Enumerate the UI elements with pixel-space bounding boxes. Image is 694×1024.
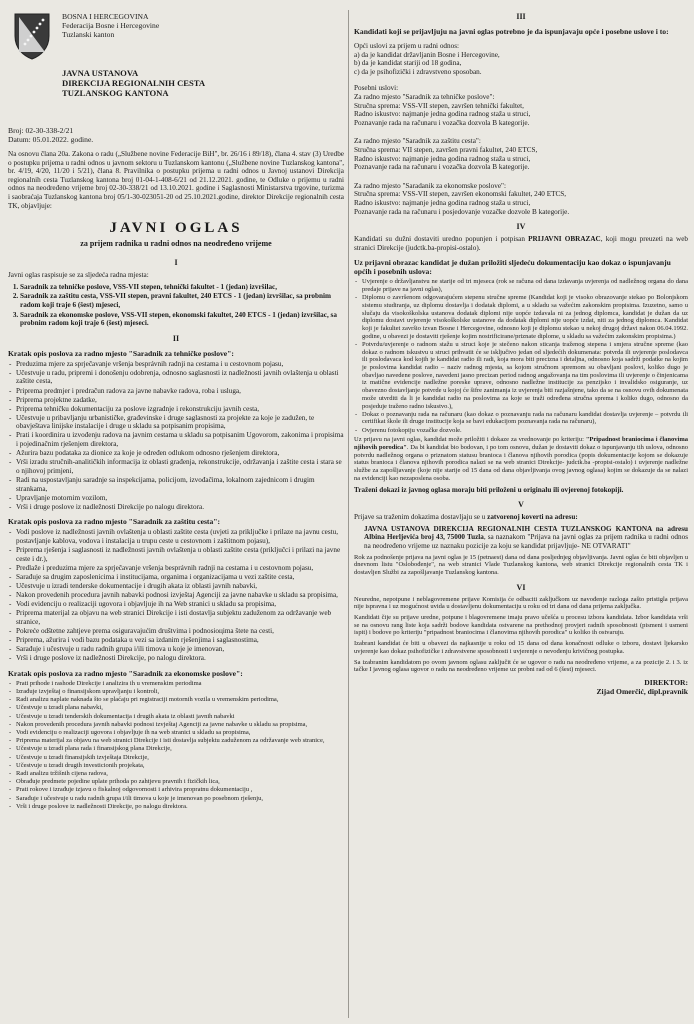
positions-list bbox=[8, 283, 344, 328]
list-item: - Diplomu o završenom odgovarajućem stepenu stručne spreme (Kandidat koji je visoko obrazovanje stekao po Bolonjskom sistemu studiranja, uz diplomu dostavlja i dodatak diplomi, a u skladu sa važećim zakonskim propisima. Izuzetno, samo u slučaju da visokoškolska ustanova dodatak diplomi nije uopće izdavala ni za jednog diplomca, kandidat je dužan da uz diplomu dostavi uvjerenje visokoškolske ustanove da dodatak diplomi nije uopće izdat, niti za jednog diplomca. Kandidat koji je fakultet završio izvan Bosne i Hercegovine, odnosno koji je diplomu stekao u nekoj drugoj državi nakon 06.04.1992. godine, u obavezi je dostaviti rješenje kojim nostrificirane/priznate diplome, u skladu sa važećim zakonskim propisima.) bbox=[362, 294, 688, 340]
application-form-paragraph bbox=[354, 235, 688, 252]
text-run-bold: zatvorenoj koverti na adresu: bbox=[487, 513, 578, 522]
list-item: - Sarađuje i učestvuje u radu radnih grupa i/ili timova u koje je imenovan, bbox=[16, 645, 344, 654]
road-protection-duties-heading: Kratak opis poslova za radno mjesto "Saradnik za zaštitu cesta": bbox=[8, 517, 220, 527]
text-run: Prijave sa traženim dokazima dostavljaju se u bbox=[354, 513, 488, 522]
economic-duties-heading: Kratak opis poslova za radno mjesto "Saradnik za ekonomske poslove": bbox=[8, 668, 243, 678]
intro-paragraph: Na osnovu člana 20a. Zakona o radu („Službene novine Federacije BiH", br. 26/16 i 89/18), člana 4. stav (3) Uredbe o postupku prijema u radni odnos u javnom sektoru u Tuzlanskom kantonu („Službene novine Tuzlanskog kantona", br. 4/19, 4/20, 11/20 i 5/21), člana 8. Pravilnika o postupku prijema u radni odnos u Javnoj ustanovi Direkcija regionalnih cesta Tuzlanskog kantona broj 01-04-1-408-6/21 od 21.12.2021. godine, te Odluke o prijemu u radni odnos na neodređeno vrijeme broj 02-30-338/21 od 13.10.2021. godine i Saglasnosti Ministarstva trgovine, turizma i saobraćaja Tuzlanskog kantona broj 05/1-30-023051-20 od 25.10.2021.godine, direktor Direkcije regionalnih cesta TK, objavljuje: bbox=[8, 150, 344, 210]
org-line: Tuzlanski kanton bbox=[62, 30, 115, 39]
tech-duties-list bbox=[8, 360, 344, 512]
list-item: - Pokreće odštetne zahtjeve prema osiguravajućim društvima i podnosioцima štete na cesti, bbox=[16, 627, 344, 636]
list-item: - Uvjerenje o državljanstvu ne starije od tri mjeseca (rok se računa od dana izdavanja uvjerenja od nadležnog organa do dana predaje prijave na javni oglas), bbox=[362, 278, 688, 293]
section-number: I bbox=[174, 258, 178, 268]
post-requirements bbox=[354, 182, 688, 216]
reference-date: Datum: 05.01.2022. godine. bbox=[8, 135, 94, 144]
requirement-line: Radno iskustvo: najmanje jedna godina radnog staža u struci, bbox=[354, 198, 531, 207]
list-item: - Vrši i druge poslove iz nadležnosti Direkcije po nalogu direktora. bbox=[16, 503, 344, 512]
left-column bbox=[8, 8, 344, 1018]
documents-list bbox=[354, 278, 688, 434]
list-item: - Prati prihode i rashode Direkcije i analizira ih u vremenskim periodima bbox=[16, 680, 344, 688]
signature-name: Zijad Omerčić, dipl.pravnik bbox=[596, 686, 688, 696]
letterhead-institution bbox=[62, 68, 205, 98]
list-item: - Vodi poslove iz nadležnosti javnih ovlaštenja u oblasti zaštite cesta (uvjeti za priključke i prilaze na javnu cestu, postavljanje kablova, vodova i instalacija u trupu ceste u cestovnom i zaštitnom pojasu), bbox=[16, 528, 344, 545]
requirement-line: Poznavanje rada na računaru i vozačka dozvola B kategorije. bbox=[354, 163, 530, 172]
documents-heading: Uz prijavni obrazac kandidat je dužan priložiti sljedeću dokumentaciju kao dokaz o ispunjavanju općih i posebnih uslova: bbox=[354, 258, 671, 277]
veterans-criterion: "Pripadnost braniocima i članovima njihovih porodica" bbox=[354, 436, 688, 452]
list-item: - Priprema materijal za objavu na web stranici Direkcije i isti dostavlja subjektu zaduženom za održavanje web stranice, bbox=[16, 609, 344, 626]
list-item: - Sarađuje sa drugim zaposlenicima i institucijama, organima i organizacijama u vezi zaštite cesta, bbox=[16, 573, 344, 582]
org-line: Federacija Bosne i Hercegovine bbox=[62, 21, 160, 30]
org-line: BOSNA I HERCEGOVINA bbox=[62, 12, 149, 21]
position-item: 1. Saradnik za tehničke poslove, VSS-VII stepen, tehnički fakultet - 1 (jedan) izvršilac, bbox=[20, 283, 344, 292]
section-number: V bbox=[518, 500, 524, 510]
institution-line: JAVNA USTANOVA bbox=[62, 68, 139, 78]
paragraph: Sa izabranim kandidatom po ovom javnom oglasu zaključit će se ugovor o radu na neodređeno vrijeme, a za pozicije 2. i 3. iz tačke I javnog oglasa ugovor o radu na neodređeno vrijeme uz probni rad od 6 (šest) mjeseci. bbox=[354, 658, 688, 674]
signature-role: DIREKTOR: bbox=[644, 677, 688, 687]
list-item: - Radi analizu naplate naknada što se plaćaju pri registraciji motornih vozila u vremenskim periodima, bbox=[16, 696, 344, 704]
section-number: IV bbox=[516, 222, 526, 232]
list-item: - Priprema tehničku dokumentaciju za poslove izgradnje i rekonstrukciju javnih cesta, bbox=[16, 405, 344, 414]
requirement-line: Radno iskustvo: najmanje jedna godina radnog staža u struci, bbox=[354, 110, 531, 119]
list-item: - Priprema materijal za objavu na web stranici Direkcije i isti dostavlja subjektu zaduženom za održavanje web stranice, bbox=[16, 737, 344, 745]
economic-duties-list bbox=[8, 680, 344, 811]
text-run: , sa naznakom "Prijava na javni oglas za prijem radnika u radni odnos na neodređeno vrijeme uz naznaku pozicije za koju se kandidat prijavljuje- NE OTVARATI" bbox=[364, 533, 688, 550]
general-conditions-lead: Opći uslovi za prijem u radni odnos: bbox=[354, 42, 459, 50]
list-item: - Priprema predmjer i predračun radova za javne nabavke radova, roba i usluga, bbox=[16, 387, 344, 396]
list-item: - Prati i koordinira u izvođenju radova na javnim cestama u skladu sa potpisanim Ugovorom, zakonima i propisima i pojedinačnim rješenjem direktora, bbox=[16, 431, 344, 448]
list-item: - Učestvuje u izradi drugih investicionih projekata, bbox=[16, 762, 344, 770]
application-form-label: PRIJAVNI OBRAZAC bbox=[528, 235, 601, 244]
post-title: Za radno mjesto "Saradanik za ekonomske poslove": bbox=[354, 181, 506, 190]
originals-note: Traženi dokazi iz javnog oglasa moraju biti priloženi u originalu ili ovjerenoj fotokopiji. bbox=[354, 485, 624, 494]
road-protection-duties-list bbox=[8, 528, 344, 662]
text-run: Uz prijavu na javni oglas, kandidat može priložiti i dokaze za vrednovanje po kriteriju: bbox=[354, 436, 586, 444]
special-conditions-lead: Posebni uslovi: bbox=[354, 84, 399, 93]
paragraph: Kandidati čije su prijave uredne, potpune i blagovremene imaju pravo učešća u procesu izbora kandidata. Izbor kandidata vrši se na osnovu rang liste koja sadrži bodove kandidata ostvarene na prethodnoj provjeri radnih sposobnosti (pismeni i usmeni ispit) i bodove po kriteriju "pripadnost braniocima i članovima njihovih porodica" u koliko ih ostvaruju. bbox=[354, 614, 688, 637]
deadline-paragraph: Rok za podnošenje prijava na javni oglas je 15 (petnaest) dana od dana posljednjeg objavljivanja. Javni oglas će biti objavljen u dnevnom listu "Oslobođenje", na web stranici Vlade Tuzlanskog kantona, web stranici Direkcije regionalnih cesta TK i dostavljen Službi za zapošljavanje Tuzlanskog kantona. bbox=[354, 553, 688, 576]
position-item: 3. Saradnik za ekonomske poslove, VSS-VII stepen, ekonomski fakultet, 240 ETCS - 1 (jedan) izvršilac, sa probnim radom koji traje 6 (šest) mjeseci. bbox=[20, 311, 344, 328]
letterhead-country bbox=[62, 12, 159, 39]
section-number: VI bbox=[516, 582, 526, 592]
selection-paragraphs bbox=[354, 596, 688, 674]
list-item: - Sarađuje i učestvuje u radu radnih grupa i/ili timova u koje je imenovan po posebnom rješenju, bbox=[16, 795, 344, 803]
post-title: Za radno mjesto "Saradnik za tehničke poslove": bbox=[354, 92, 495, 101]
list-item: - Vrši izradu stručnih-analitičkih informacija iz oblasti građenja, rekonstrukcije, održavanja i zaštite cesta i stara se o njihovoj primjeni, bbox=[16, 458, 344, 475]
address-text: JAVNA USTANOVA DIREKCIJA REGIONALNIH CESTA TUZLANSKOG KANTONA na adresu Albina Herljevića broj 43, 75000 Tuzla bbox=[364, 524, 688, 542]
page-subtitle: za prijem radnika u radni odnos na neodređeno vrijeme bbox=[80, 239, 272, 249]
institution-line: DIREKCIJA REGIONALNIH CESTA bbox=[62, 78, 206, 88]
list-item: - Učestvuje u izradi tenderskih dokumentacija i drugih akata iz oblasti javnih nabavki bbox=[16, 713, 344, 721]
post-requirements bbox=[354, 93, 688, 127]
list-item: - Radi analizu tržišnih cijena radova, bbox=[16, 770, 344, 778]
coat-of-arms-icon bbox=[12, 12, 52, 60]
position-item: 2. Saradnik za zaštitu cesta, VSS-VII stepen, pravni fakultet, 240 ETCS - 1 (jedan) izvršilac, sa probnim radom koji traje 6 (šest) mjeseci, bbox=[20, 292, 344, 309]
list-item: - Učestvuje u izradi finansijskih izvještaja Direkcije, bbox=[16, 754, 344, 762]
text-run: , koji mogu preuzeti na web stranici Direkcije (judctk.ba-propisi-ostalo). bbox=[354, 235, 688, 252]
page-title: JAVNI OGLAS bbox=[109, 220, 243, 237]
list-item: - Učestvuje u izradi tenderske dokumentacije i drugih akata iz oblasti javnih nabavki, bbox=[16, 582, 344, 591]
text-run: . Da bi kandidat bio bodovan, i po tom osnovu, dužan je dostaviti dokaz o ispunjavanju tih uslova, odnosno potvrdu nadležnog organa o priznatom statusu branioca i članova njihovih porodica (popis dokumentacije kojom se dokazuje status branioca i članova njihovih porodica nalazi se na web stranici Direkcije- judctk.ba -propisi-ostalo) i uvjerenje nadležne službe za zapošljavanje (koje nije starije od 15 dana od dana objavljivanja ovog javnog oglasa) kojim se dokazuje da se nalazi na evidenciji kao nezaposlena osoba. bbox=[354, 444, 688, 482]
list-item: - Učestvuje u pribavljanju urbanističke, građevinske i druge saglasnosti za projekte za koje je zadužen, te obavještava linijske instalacije i druge u skladu sa potpisanim propisima, bbox=[16, 414, 344, 431]
list-item: - Vodi evidenciju o realizaciji ugovora i objavljuje ih na web stranici u skladu sa propisima, bbox=[16, 729, 344, 737]
list-item: - Nakon provedenih procedura javnih nabavki podnosi izvještaj Agenciji za javne nabavke u skladu sa propisima, bbox=[16, 591, 344, 600]
list-item: - Obrađuje predmete pojedine uplate prihoda po zahtjevu pravnih i fizičkih lica, bbox=[16, 778, 344, 786]
list-item: - Vodi evidenciju o realizaciji ugovora i objavljuje ih na Web stranici u skladu sa propisima, bbox=[16, 600, 344, 609]
list-item: - Vrši i druge poslove iz nadležnosti Direkcije, po nalogu direktora. bbox=[16, 803, 344, 811]
submission-address bbox=[354, 525, 688, 551]
veterans-paragraph bbox=[354, 436, 688, 482]
list-item: - Ovjerenu fotokopiju vozačke dozvole. bbox=[362, 427, 688, 435]
list-item: - Priprema projektne zadatke, bbox=[16, 396, 344, 405]
requirement-line: Stručna sprema: VSS-VII stepen, završen ekonomski fakultet, 240 ETCS, bbox=[354, 190, 567, 199]
text-run: Kandidati su dužni dostaviti uredno popunjen i potpisan bbox=[354, 235, 529, 244]
list-item: c) da je psihofizički i zdravstveno sposoban. bbox=[354, 67, 482, 76]
list-item: b) da je kandidat stariji od 18 godina, bbox=[354, 59, 462, 68]
list-item: - Predlaže i preduzima mjere za sprječavanje vršenja besprávnih radnji na cestama i u cestovnom pojasu, bbox=[16, 564, 344, 573]
list-item: - Upravljanje motornim vozilom, bbox=[16, 494, 344, 503]
signature-block bbox=[354, 678, 688, 696]
list-item: - Vrši i druge poslove iz nadležnosti Direkcije, po nalogu direktora. bbox=[16, 654, 344, 663]
requirement-line: Stručna sprema: VII stepen, završen pravni fakultet, 240 ETCS, bbox=[354, 145, 538, 154]
list-item: - Potvrdu/uvjerenje o radnom stažu u struci koje je stečeno nakon sticanja traženog stepena i smjera stručne spreme (kao dokaz o radnom iskustvu u struci prihvatit će se isključivo jedan od sljedećih dokumenata: potvrda ili uvjerenje poslodavca ili poslodavaca kod kojih je kandidat radio ili radi, koja mora biti precizna i detaljna, odnosno koja sadrži podatke na kojim je poslovima kandidat radio – naziv radnog mjesta, sa kojom stručnom spremom su obavljani poslovi, koliko dugo je obavljao navedene poslove, navedeni jasno precizan period radnog angažovanja na tim poslovima ili uvjerenje o činjenicama iz matične evidencije nadležne poreske uprave, odnosno nadležne institucije za penzijsko i invalidsko osiguranje, uz obavezno dostavljanje potvrde u kojoj će šifre zanimanja iz uvjerenja biti razjašnjene, tako da se na osnovu ovih dokumenata može utvrditi da li je kandidat radio na poslovima za koje se traži određena stručna sprema i koliko dugo, odnosno da posjeduje traženo radno iskustvo.), bbox=[362, 341, 688, 410]
requirement-line: Radno iskustvo: najmanje jedna godina radnog staža u struci, bbox=[354, 154, 531, 163]
column-divider bbox=[348, 10, 349, 1018]
list-item: - Preduzima mjere za sprječavanje vršenja besprávnih radnji na cestama i u cestovnom pojasu, bbox=[16, 360, 344, 369]
section-number: III bbox=[516, 12, 526, 21]
section-number: II bbox=[172, 333, 180, 343]
submission-paragraph bbox=[354, 513, 688, 522]
list-item: - Učestvuje u izradi plana nabavki, bbox=[16, 704, 344, 712]
right-column bbox=[354, 8, 688, 1018]
paragraph: Neuredne, nepotpune i neblagovremene prijave Komisija će odbaciti zaključkom uz navođenje razloga zašto pristigla prijava nije ispravna i uz mogućnost uvida u dostavljenu dokumentaciju u roku od tri dana od dana prijema zaključka. bbox=[354, 595, 688, 611]
conditions-heading: Kandidati koji se prijavljuju na javni oglas potrebno je da ispunjavaju opće i posebne uslove i to: bbox=[354, 27, 669, 36]
list-item: - Ažurira bazu podataka za dionice za koje je određen odlukom odnosno rješenjem direktora, bbox=[16, 449, 344, 458]
list-item: - Priprema rješenja i saglasnosti iz nadležnosti javnih ovlaštenja u oblasti zaštite cesta (priključci i prilazi na javne ceste i dr.), bbox=[16, 546, 344, 563]
list-item: a) da je kandidat državljanin Bosne i Hercegovine, bbox=[354, 50, 500, 59]
list-item: - Radi na uspostavljanju saradnje sa inspekcijama, policijom, izvođačima, lokalnom zajednicom i drugim strankama, bbox=[16, 476, 344, 493]
list-item: - Izrađuje izvještaj o finansijskom upravljanju i kontroli, bbox=[16, 688, 344, 696]
list-item: - Učestvuje u izradi plana rada i finansijskog plana Direkcije, bbox=[16, 745, 344, 753]
list-item: - Dokaz o poznavanju rada na računaru (kao dokaz o poznavanju rada na računaru kandidat dostavlja uvjerenje – potvrdu ili certifikat škole ili druge institucije koja se bavi edukacijom poznavanja rada na računaru), bbox=[362, 411, 688, 426]
list-item: - Nakon provedenih procedura javnih nabavki podnosi izvještaj Agenciji za javne nabavke u skladu sa propisima, bbox=[16, 721, 344, 729]
requirement-line: Stručna sprema: VSS-VII stepen, završen tehnički fakultet, bbox=[354, 101, 524, 110]
general-conditions-list bbox=[354, 51, 688, 77]
list-item: - Učestvuje u radu, pripremi i donošenju odobrenja, odnosno saglasnosti iz nadležnosti javnih ovlaštenja u oblasti zaštite cesta, bbox=[16, 369, 344, 386]
requirement-line: Poznavanje rada na računaru i posjedovanje vozačke dozvole B kategorije. bbox=[354, 207, 570, 216]
reference bbox=[8, 126, 344, 144]
tech-duties-heading: Kratak opis poslova za radno mjesto "Saradnik za tehničke poslove": bbox=[8, 348, 234, 358]
list-item: - Prati rokove i izrađuje izjavu o fiskalnoj odgovornosti i arhivira propratnu dokumentaciju , bbox=[16, 786, 344, 794]
section-lead: Javni oglas raspisuje se za sljedeća radna mjesta: bbox=[8, 271, 149, 280]
post-requirements bbox=[354, 137, 688, 171]
requirement-line: Poznavanje rada na računaru i vozačka dozvola B kategorije. bbox=[354, 118, 530, 127]
paragraph: Izabrani kandidat će biti u obavezi da najkasnije u roku od 15 dana od dana konačnosti odluke o izboru, dostavi ljekarsko uvjerenje kao dokaz psihofizičke i zdravstvene sposobnosti i uvjerenje o nevođenju krivičnog postupka. bbox=[354, 640, 688, 655]
list-item: - Priprema, ažurira i vodi bazu podataka u vezi sa izdanim rješenjima i saglasnostima, bbox=[16, 636, 344, 645]
reference-number: Broj: 02-30-338-2/21 bbox=[8, 126, 74, 135]
letterhead bbox=[8, 8, 344, 126]
institution-line: TUZLANSKOG KANTONA bbox=[62, 88, 169, 98]
post-title: Za radno mjesto "Saradnik za zaštitu cesta": bbox=[354, 137, 481, 146]
